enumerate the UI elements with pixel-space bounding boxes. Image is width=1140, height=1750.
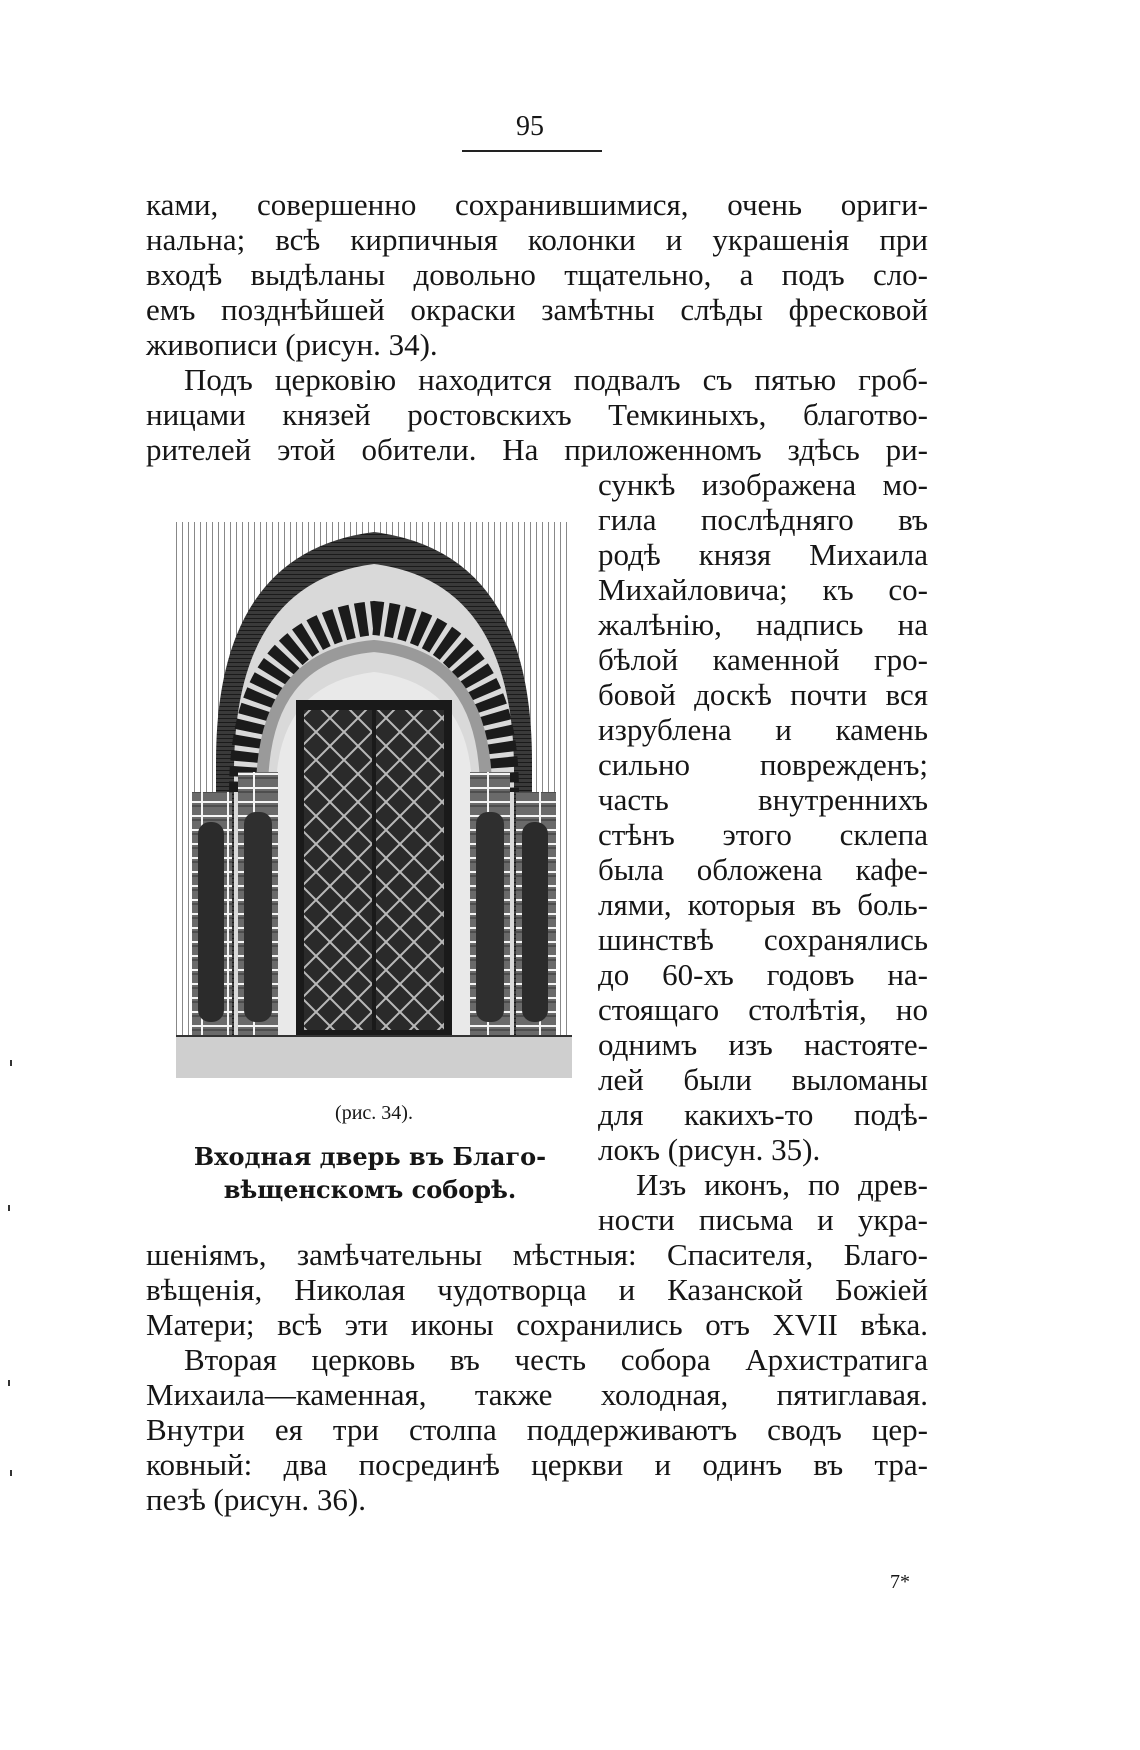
- text-line: до 60-хъ годовъ на-: [598, 957, 928, 992]
- text-line: ками, совершенно сохранившимися, очень ориги-: [146, 187, 928, 222]
- text-line: родѣ князя Михаила: [598, 537, 928, 572]
- paragraph-3: [146, 1237, 928, 1342]
- text-line: бовой доскѣ почти вся: [598, 677, 928, 712]
- header-rule: [462, 150, 602, 152]
- text-line: входѣ выдѣланы довольно тщательно, а подъ сло-: [146, 257, 928, 292]
- text-line: ковный: два посрединѣ церкви и одинъ въ тра-: [146, 1447, 928, 1482]
- paragraph-4: [146, 1342, 928, 1517]
- text-line: Вторая церковь въ честь собора Архистратига: [184, 1342, 928, 1377]
- text-line: нальна; всѣ кирпичныя колонки и украшенія при: [146, 222, 928, 257]
- right-column-inner: [476, 812, 504, 1022]
- text-line: однимъ изъ настояте-: [598, 1027, 928, 1062]
- scan-speck: [10, 1470, 12, 1476]
- text-line: емъ позднѣйшей окраски замѣтны слѣды фресковой: [146, 292, 928, 327]
- text-line: стѣнъ этого склепа: [598, 817, 928, 852]
- figure-caption: [150, 1140, 590, 1206]
- text-line: Подъ церковію находится подвалъ съ пятью гроб-: [184, 362, 928, 397]
- signature-mark: 7*: [890, 1571, 910, 1593]
- paragraph-3-column: [598, 1167, 928, 1237]
- text-line: Внутри ея три столпа поддерживаютъ сводъ цер-: [146, 1412, 928, 1447]
- text-line: изрублена и камень: [598, 712, 928, 747]
- scan-speck: [10, 1060, 12, 1066]
- caption-line: Входная дверь въ Благо-: [193, 1142, 547, 1171]
- paragraph-1: [146, 187, 928, 362]
- text-line: шинствѣ сохранялись: [598, 922, 928, 957]
- text-line: Изъ иконъ, по древ-: [636, 1167, 928, 1202]
- paragraph-2-column: [598, 467, 928, 1167]
- text-line: Матери; всѣ эти иконы сохранились отъ XVII вѣка.: [146, 1307, 928, 1342]
- door-left-leaf: [304, 710, 372, 1030]
- text-line: стоящаго столѣтія, но: [598, 992, 928, 1027]
- text-line: для какихъ-то подѣ-: [598, 1097, 928, 1132]
- paragraph-2: [146, 362, 928, 467]
- text-line: Михаила—каменная, также холодная, пятиглавая.: [146, 1377, 928, 1412]
- text-line: шеніямъ, замѣчательны мѣстныя: Спасителя, Благо-: [146, 1237, 928, 1272]
- text-line: рителей этой обители. На приложенномъ здѣсь ри-: [146, 432, 928, 467]
- text-line: сильно поврежденъ;: [598, 747, 928, 782]
- text-line: живописи (рисун. 34).: [146, 327, 438, 362]
- left-column-inner: [244, 812, 272, 1022]
- portal-engraving: [176, 522, 572, 1078]
- text-line: лей были выломаны: [598, 1062, 928, 1097]
- door-right-leaf: [376, 710, 444, 1030]
- text-line: вѣщенія, Николая чудотворца и Казанской Божіей: [146, 1272, 928, 1307]
- scan-speck: [8, 1205, 10, 1211]
- text-line: Михайловича; къ со-: [598, 572, 928, 607]
- text-line: бѣлой каменной гро-: [598, 642, 928, 677]
- text-line: сункѣ изображена мо-: [598, 467, 928, 502]
- floor: [176, 1036, 572, 1078]
- scan-speck: [8, 1380, 10, 1386]
- text-line: ности письма и укра-: [598, 1202, 928, 1237]
- text-line: гила послѣдняго въ: [598, 502, 928, 537]
- text-line: ницами князей ростовскихъ Темкиныхъ, благотво-: [146, 397, 928, 432]
- left-column-outer: [198, 822, 224, 1022]
- text-line: была обложена кафе-: [598, 852, 928, 887]
- text-line: локъ (рисун. 35).: [598, 1132, 821, 1167]
- right-column-outer: [522, 822, 548, 1022]
- caption-line: вѣщенскомъ соборѣ.: [223, 1175, 517, 1204]
- figure-portal-illustration: [176, 522, 572, 1078]
- text-line: пезѣ (рисун. 36).: [146, 1482, 366, 1517]
- text-line: лями, которыя въ боль-: [598, 887, 928, 922]
- page-number: 95: [516, 111, 544, 142]
- text-line: часть внутреннихъ: [598, 782, 928, 817]
- text-line: жалѣнію, надпись на: [598, 607, 928, 642]
- figure-number-label: (рис. 34).: [335, 1102, 413, 1124]
